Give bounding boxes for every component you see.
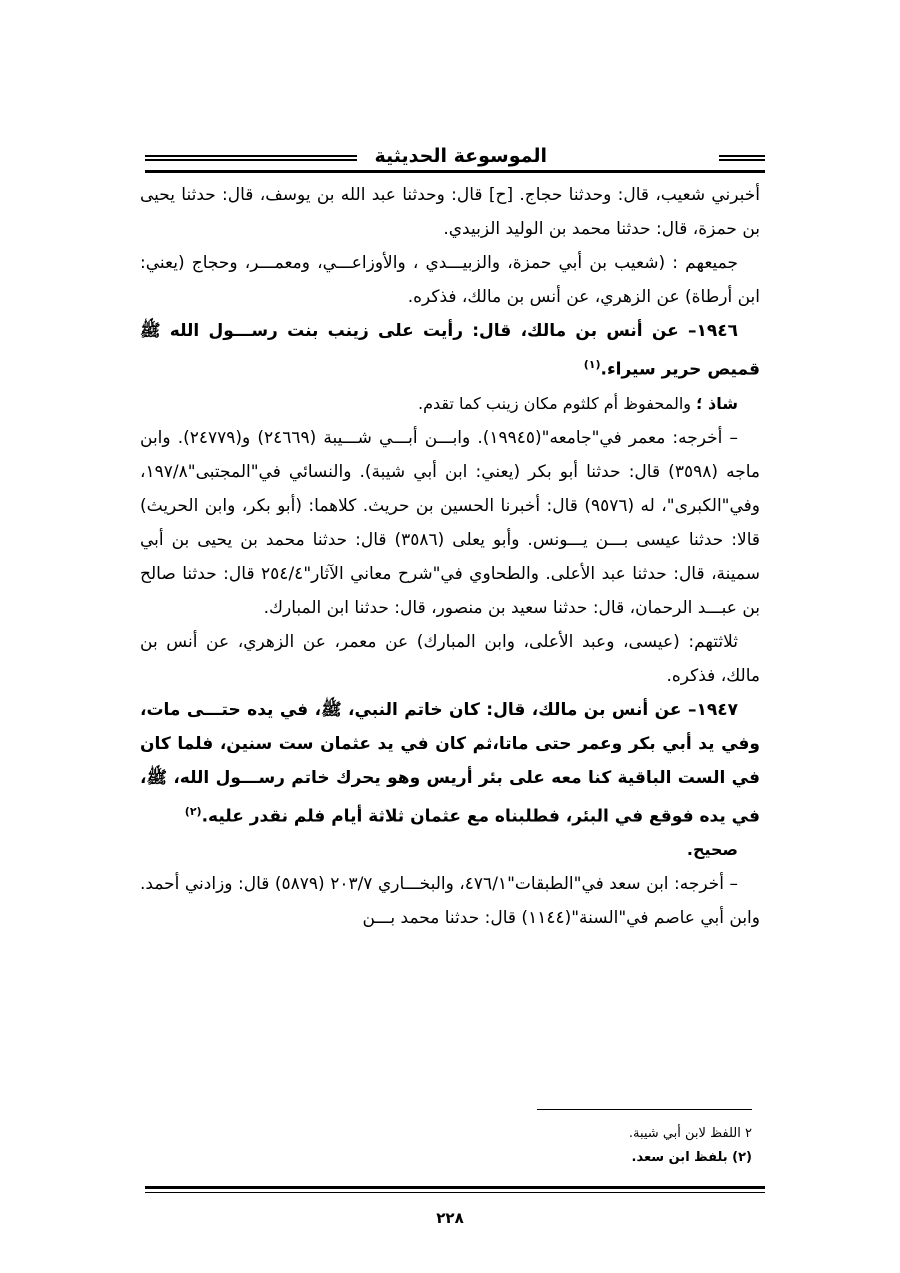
- bottom-rule: [145, 1186, 765, 1189]
- takhrij-1947: – أخرجه: ابن سعد في"الطبقات"٤٧٦/١، والبخـــاري ٢٠٣/٧ (٥٨٧٩) قال: وزادني أحمد. وابن أبي عاصم في"السنة"(١١٤٤) قال: حدثنا محمد بـــن: [140, 874, 760, 929]
- takhrij-1946: – أخرجه: معمر في"جامعه"(١٩٩٤٥). وابـــن أبـــي شـــيبة (٢٤٦٦٩) و(٢٤٧٧٩). وابن ماجه (٣٥٩٨) قال: حدثنا أبو بكر (يعني: ابن أبي شيبة). والنسائي في"المجتبى"١٩٧/٨، وفي"الكبرى"، له (٩٥٧٦) قال: أخبرنا الحسين بن حريث. كلاهما: (أبو بكر، وابن الحريث) قالا: حدثنا عيسى بـــن يـــونس. وأبو يعلى (٣٥٨٦) قال: حدثنا محمد بن يحيى بن أبي سمينة، قال: حدثنا عبد الأعلى. والطحاوي في"شرح معاني الآثار"٢٥٤/٤ قال: حدثنا صالح بن عبـــد الرحمان، قال: حدثنا سعيد بن منصور، قال: حدثنا ابن المبارك.: [140, 427, 761, 618]
- grade-1947: صحيح.: [686, 840, 738, 860]
- main-text: [140, 178, 760, 935]
- hadith-1946: ١٩٤٦– عن أنس بن مالك، قال: رأيت على زينب بنت رســـول الله ﷺ قميص حرير سيراء.$^{(١)}$: [140, 321, 760, 380]
- paragraph-chain-2: جميعهم : (شعيب بن أبي حمزة، والزبيـــدي ، والأوزاعـــي، ومعمـــر، وحجاج (يعني: ابن أرطاة) عن الزهري، عن أنس بن مالك، فذكره.: [140, 253, 760, 307]
- header-rule-right: [719, 155, 765, 161]
- bottom-rule-thin: [145, 1192, 765, 1193]
- header-underline: [145, 170, 765, 173]
- paragraph-chain-1: أخبرني شعيب، قال: وحدثنا حجاج. [ح] قال: وحدثنا عبد الله بن يوسف، قال: حدثنا يحيى بن حمزة، قال: حدثنا محمد بن الوليد الزبيدي.: [140, 185, 760, 239]
- paragraph-conclusion-1946: ثلاثتهم: (عيسى، وعبد الأعلى، وابن المبارك) عن معمر، عن الزهري، عن أنس بن مالك، فذكره.: [140, 631, 760, 686]
- grade-1946: شاذ ؛ والمحفوظ أم كلثوم مكان زينب كما تقدم.: [418, 393, 738, 413]
- hadith-1947: ١٩٤٧– عن أنس بن مالك، قال: كان خاتم النبي، ﷺ، في يده حتـــى مات، وفي يد أبي بكر وعمر حتى ماتا،ثم كان في يد عثمان ست سنين، فلما كان في الست الباقية كنا معه على بئر أريس وهو يحرك خاتم رســـول الله، ﷺ، في يده فوقع في البئر، فطلبناه مع عثمان ثلاثة أيام فلم نقدر عليه.$^{(٢)}$: [140, 699, 760, 827]
- footnote-marker-1[interactable]: (١): [583, 358, 601, 371]
- footnote-marker-2[interactable]: (٢): [184, 804, 202, 818]
- page-number: ٢٢٨: [436, 1209, 464, 1227]
- footnotes: [152, 1122, 752, 1170]
- footnote-1: ٢ اللفظ لابن أبي شيبة.: [628, 1126, 752, 1141]
- header-rule-left: [145, 155, 357, 161]
- footnote-separator: [537, 1109, 752, 1110]
- header-title: الموسوعة الحديثية: [374, 145, 547, 167]
- running-header: [145, 142, 765, 172]
- footnote-2: (٢) بلفظ ابن سعد.: [631, 1150, 752, 1165]
